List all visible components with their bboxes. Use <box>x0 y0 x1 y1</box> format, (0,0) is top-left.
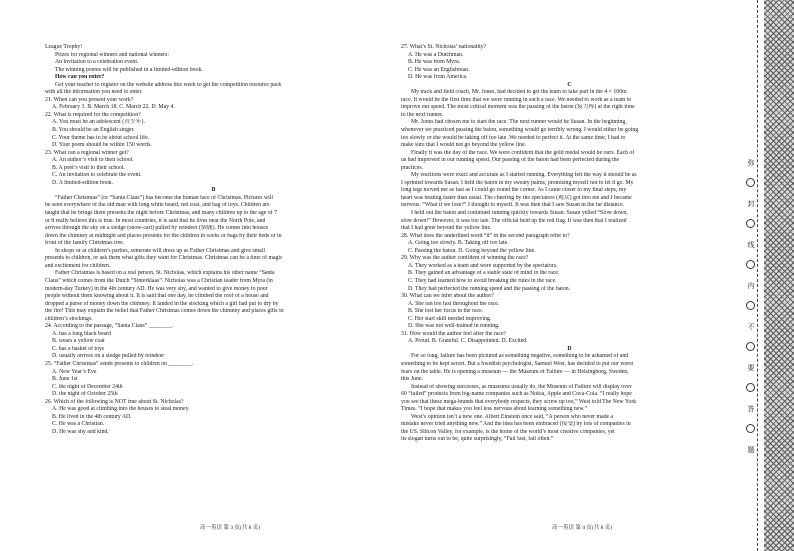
right-column <box>401 44 738 444</box>
hatched-binding-border <box>764 0 794 551</box>
footer-right-page-number: 高一英语 第 4 页(共 8 页) <box>552 525 613 531</box>
text-line: A. He was good at climbing into the houses to steal money. <box>52 406 190 413</box>
text-line: I sprinted towards Susan. I held the baton in my sweaty palms, promising myself not to let it go. My <box>401 179 634 186</box>
text-line: front of the family Christmas tree. <box>45 240 125 247</box>
text-line: West’s opinion isn’t a new one. Albert Einstein once said, “A person who never made a <box>411 413 614 420</box>
text-line: 31. How would the author feel after the race? <box>401 330 507 337</box>
seal-char: 线 <box>747 241 755 249</box>
text-line: this June. <box>401 376 423 383</box>
text-line: B. You should be an English singer. <box>52 127 135 134</box>
text-line: A. You must be an adolescent (青少年). <box>52 119 145 126</box>
text-line: something to be kept secret. But a Swedish psychologist, Samuel West, has decided to put our worst <box>401 360 634 367</box>
text-line: modern-day Turkey) in the 4th century AD. He was very shy, and wanted to give money to poor <box>45 285 268 292</box>
text-line: B. A poet’s visit to their school. <box>52 164 126 171</box>
seal-circle <box>746 260 755 269</box>
text-line: A. Going too slowly. B. Taking off too late. <box>408 240 509 247</box>
text-line: to the next runner. <box>401 111 444 118</box>
text-line: D. She was not well-trained in running. <box>408 323 500 330</box>
seal-circle <box>746 383 755 392</box>
text-line: 22. What is required for the competition? <box>45 111 141 118</box>
text-line: A. Proud. B. Grateful. C. Disappointed. D. Excited. <box>408 338 528 345</box>
text-line: its slogan turns out to be, quite surprisingly, “Fail fast, fail often.” <box>401 436 554 443</box>
text-line: A. They worked as a team and were supported by the spectators. <box>408 262 558 269</box>
text-line: C. He was a Christian. <box>52 421 105 428</box>
seal-circle <box>746 178 755 187</box>
text-line: mistake never tried anything new.” And the idea has been embraced (接受) by lots of companies in <box>401 421 631 428</box>
text-line: Finally it was the day of the race. We were confident that the gold medal would be ours. Each of <box>411 149 635 156</box>
text-line: race. It would be the first time that we were running in such a race. We needed to work as a team to <box>401 96 632 103</box>
text-line: 30. What can we infer about the author? <box>401 293 494 300</box>
text-line: arrives through the sky on a sledge (snow-cart) pulled by reindeer (驯鹿). He comes into houses <box>45 225 269 232</box>
text-line: D. the night of October 25th <box>52 391 118 398</box>
seal-circle <box>746 424 755 433</box>
text-line: improve our speed. The most critical moment was the passing of the baton (接力棒) at the right time <box>401 104 635 111</box>
text-line: too slowly or she would be taking off too late. We needed to perfect it. At the same time, I had to <box>401 134 626 141</box>
text-line: 23. What can a regional winner get? <box>45 149 129 156</box>
text-line: Father Christmas is based on a real person, St. Nicholas, which explains his other name “Santa <box>55 270 275 277</box>
text-line: League Trophy! <box>45 44 83 50</box>
text-line: or 8 really believe this is true. In most countries, it is said that he lives near the North Pole, and <box>45 217 266 224</box>
text-line: A. An author’s visit to their school. <box>52 157 134 164</box>
text-line: 25. “Father Christmas” sends presents to children on ________. <box>45 360 194 367</box>
text-line: people without them knowing about it. It is said that one day, he climbed the roof of a house and <box>45 293 269 300</box>
text-line: D <box>567 345 572 352</box>
text-line: D. Your poem should be within 150 words. <box>52 142 152 149</box>
text-line: 28. What does the underlined word “it” in the second paragraph refer to? <box>401 232 570 239</box>
text-line: D. A limited-edition book. <box>52 179 114 186</box>
text-line: 27. What’s St. Nicholas’ nationality? <box>401 44 487 50</box>
text-line: 29. Why was the author confident of winning the race? <box>401 255 529 262</box>
text-line: C. Her start skill needed improving. <box>408 315 492 322</box>
seal-char: 弥 <box>747 159 755 167</box>
text-line: B. He was from Myra. <box>408 59 461 66</box>
text-line: B. June 1st <box>52 376 78 383</box>
text-line: whenever we practiced passing the baton, something would go terribly wrong. I would either be going <box>401 127 639 134</box>
text-line: heart was beating faster than usual. The cheering by the spectators (观众) got into me and I became <box>401 194 632 201</box>
text-line: C. the night of December 24th <box>52 383 123 390</box>
text-line: be seen everywhere of the old man with long white beard, red coat, and bag of toys. Children are <box>45 202 270 209</box>
text-line: B. She lost her focus in the race. <box>408 308 484 315</box>
text-line: 21. When can you present your work? <box>45 96 134 103</box>
text-line: practices. <box>401 164 424 171</box>
text-line: B. wears a yellow coat <box>52 338 105 345</box>
text-line: Claus” which comes from the Dutch “Sinterklaas”. Nicholas was a Christian leader from Myra (in <box>45 277 273 284</box>
text-line: 24. According to the passage, “Santa Claus” ________. <box>45 323 174 330</box>
seal-char: 内 <box>747 282 755 290</box>
text-line: For so long, failure has been pictured as something negative, something to be ashamed of and <box>411 353 629 360</box>
seal-circle <box>746 342 755 351</box>
text-line: dropped a purse of money down the chimney. It landed in the stocking which a girl had put to dry by <box>45 300 279 307</box>
text-line: down the chimney at midnight and places presents for the children in socks or bags by their beds or in <box>45 232 282 239</box>
text-line: How can you enter? <box>55 74 105 81</box>
text-line: C. They had learned how to avoid breaking the rules in the race. <box>408 277 557 284</box>
text-line: Instead of showing successes, as museums usually do, the Museum of Failure will display over <box>411 383 632 390</box>
text-line: D. He was from America. <box>408 74 468 81</box>
text-line: Mr. Jones had chosen me to start the race. The next runner would be Susan. In the beginning, <box>411 119 627 126</box>
text-line: us had improved in our running speed. Our passing of the baton had been perfected during the <box>401 157 620 164</box>
text-line: long legs moved me as fast as I could go round the corner. As I came closer to my final steps, my <box>401 187 627 194</box>
text-line: My track and field coach, Mr. Jones, had decided to get the team to take part in the 4 × 100m <box>411 89 627 96</box>
text-line: taught that he brings them presents the night before Christmas, and many children up to the age of 7 <box>45 210 277 217</box>
text-line: B. He lived in the 4th century AD. <box>52 413 132 420</box>
text-line: D. He was shy and kind. <box>52 428 109 435</box>
text-line: The winning poems will be published in a limited-edition book. <box>55 66 203 73</box>
text-line: the fire! This may explain the belief that Father Christmas comes down the chimney and places gifts in <box>45 308 284 315</box>
text-line: D. usually arrives on a sledge pulled by reindeer <box>52 353 165 360</box>
text-line: and excitement for children. <box>45 262 111 269</box>
text-line: C. has a basket of toys <box>52 345 105 352</box>
seal-dashed-line <box>757 0 758 551</box>
seal-char: 不 <box>747 323 755 331</box>
text-line: My reactions were exact and accurate as I started running. Everything felt the way it should be as <box>411 172 637 179</box>
seal-circle <box>746 219 755 228</box>
seal-char: 答 <box>747 405 755 413</box>
footer-left-page-number: 高一英语 第 3 页(共 8 页) <box>200 525 261 531</box>
seal-char: 题 <box>747 446 755 454</box>
text-line: nervous. “What if we lose?” I thought to myself. It was then that I saw Susan in the far distance. <box>401 202 625 209</box>
text-line: C <box>567 81 572 88</box>
text-line: A. New Year’s Eve <box>52 368 97 375</box>
text-line: B <box>211 187 216 194</box>
text-line: A. has a long black beard <box>52 330 111 337</box>
text-line: Get your teacher to register on the website address this week to get the competition resource pack <box>55 81 282 88</box>
text-line: the US. Silicon Valley, for example, is the home of the world’s most creative companies, yet <box>401 428 615 435</box>
text-line: An invitation to a celebration event. <box>55 59 139 66</box>
text-line: “Father Christmas” (or “Santa Claus”) has become the human face of Christmas. Pictures will <box>55 194 273 201</box>
text-line: Prizes for regional winners and national winners: <box>55 51 169 58</box>
text-line: fears on the table. He is opening a museum — the Museum of Failure — in Helsingborg, Sweden, <box>401 368 629 375</box>
seal-circle <box>746 301 755 310</box>
text-line: I held out the baton and continued running quickly towards Susan. Susan yelled “Slow down, <box>411 210 628 217</box>
text-line: C. An invitation to celebrate the event. <box>52 172 142 179</box>
text-line: C. Your theme has to be about school life. <box>52 134 150 141</box>
left-column <box>45 44 382 436</box>
text-line: 60 “failed” products from big-name companies such as Nokia, Apple and Coca-Cola. “I really hope <box>401 391 632 398</box>
seal-char: 封 <box>747 200 755 208</box>
text-line: make sure that I would not go beyond the yellow line. <box>401 142 527 149</box>
text-line: D. They had perfected the running speed and the passing of the baton. <box>408 285 571 292</box>
text-line: A. He was a Dutchman. <box>408 51 464 58</box>
text-line: children’s stockings. <box>45 315 93 322</box>
text-line: A. She ran too fast throughout the race. <box>408 300 500 307</box>
text-line: slow down!” However, it was too late. The official held up the red flag. It was then that I realized <box>401 217 627 224</box>
seal-char: 要 <box>747 364 755 372</box>
text-line: C. He was an Englishman. <box>408 66 470 73</box>
text-line: In shops or at children’s parties, someone will dress up as Father Christmas and give small <box>55 247 265 254</box>
text-line: that I had gone beyond the yellow line. <box>401 225 492 232</box>
text-line: B. They gained an advantage of a stable state of mind in the race. <box>408 270 560 277</box>
text-line: C. Passing the baton. D. Going beyond the yellow line. <box>408 247 536 254</box>
text-line: A. February 3. B. March 18. C. March 22. D. May 4. <box>52 104 175 111</box>
text-line: Times. “I hope that makes you feel less nervous about learning something new.” <box>401 406 588 413</box>
text-line: with all the information you need to enter. <box>45 89 143 96</box>
text-line: presents to children, or ask them what gifts they want for Christmas. Christmas can be a time of magic <box>45 255 283 262</box>
text-line: 26. Which of the following is NOT true about St. Nicholas? <box>45 398 184 405</box>
text-line: you see that these mega-brands that everybody respects, they screw up too,” West told The New York <box>401 398 637 405</box>
